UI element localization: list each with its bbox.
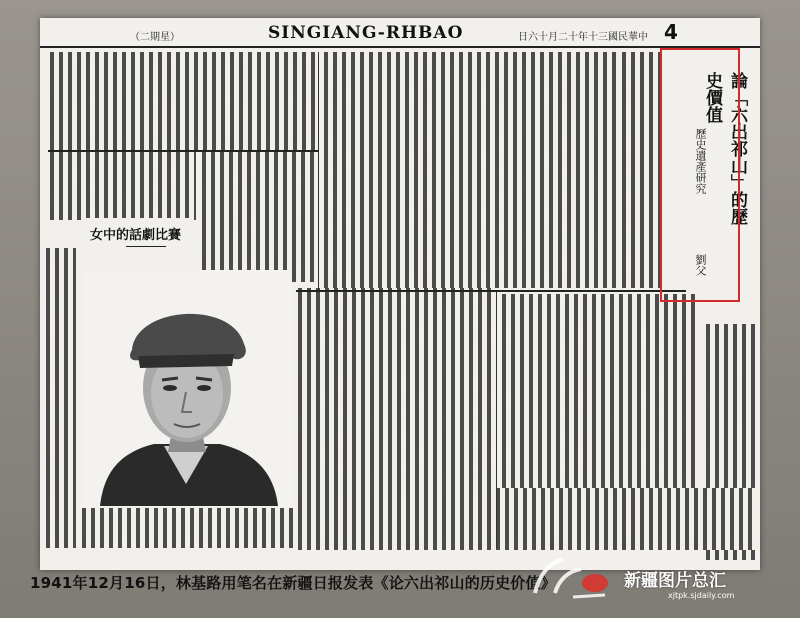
- rule-col-1: [318, 52, 319, 290]
- text-columns-left-edge: [44, 248, 76, 548]
- masthead-title: SINGIANG-RHBAO: [268, 23, 464, 43]
- portrait-photo: [82, 270, 292, 506]
- main-headline-text: 論「六出祁山」的歷史價值: [702, 72, 747, 225]
- main-subhead-text: 歷史遺產研究: [694, 128, 707, 194]
- newspaper-page: [40, 18, 760, 570]
- text-columns-left-upper: [48, 152, 196, 220]
- text-columns-bottom-strip: [296, 488, 756, 550]
- text-columns-top-left: [48, 52, 316, 150]
- text-columns-top-center: [322, 52, 652, 288]
- drama-headline-text: 女中的話劇比賽: [90, 228, 182, 243]
- date-line: 日六十月二十年十三國民華中: [518, 32, 648, 43]
- masthead: [40, 18, 760, 48]
- photo-caption: 1941年12月16日，林基路用笔名在新疆日报发表《论六出祁山的历史价值》: [30, 574, 556, 592]
- drama-headline-rule: [126, 246, 166, 247]
- watermark-url: xjtpk.sjdaily.com: [668, 591, 735, 600]
- page-number: 4: [664, 20, 678, 44]
- text-columns-top-right: [620, 52, 660, 288]
- text-columns-under-drama: [200, 152, 316, 282]
- drama-headline: [84, 218, 194, 246]
- highlight-box: [660, 48, 740, 302]
- rule-col-2: [496, 292, 497, 548]
- watermark-text: 新疆图片总汇: [624, 571, 726, 591]
- main-byline-text: 劉父: [694, 254, 707, 276]
- watermark-logo-icon: [525, 553, 613, 603]
- portrait-figure: [82, 270, 292, 506]
- text-columns-bottom-left: [80, 508, 294, 548]
- rule-top: [48, 150, 318, 152]
- section-label: （二期星）: [130, 32, 180, 43]
